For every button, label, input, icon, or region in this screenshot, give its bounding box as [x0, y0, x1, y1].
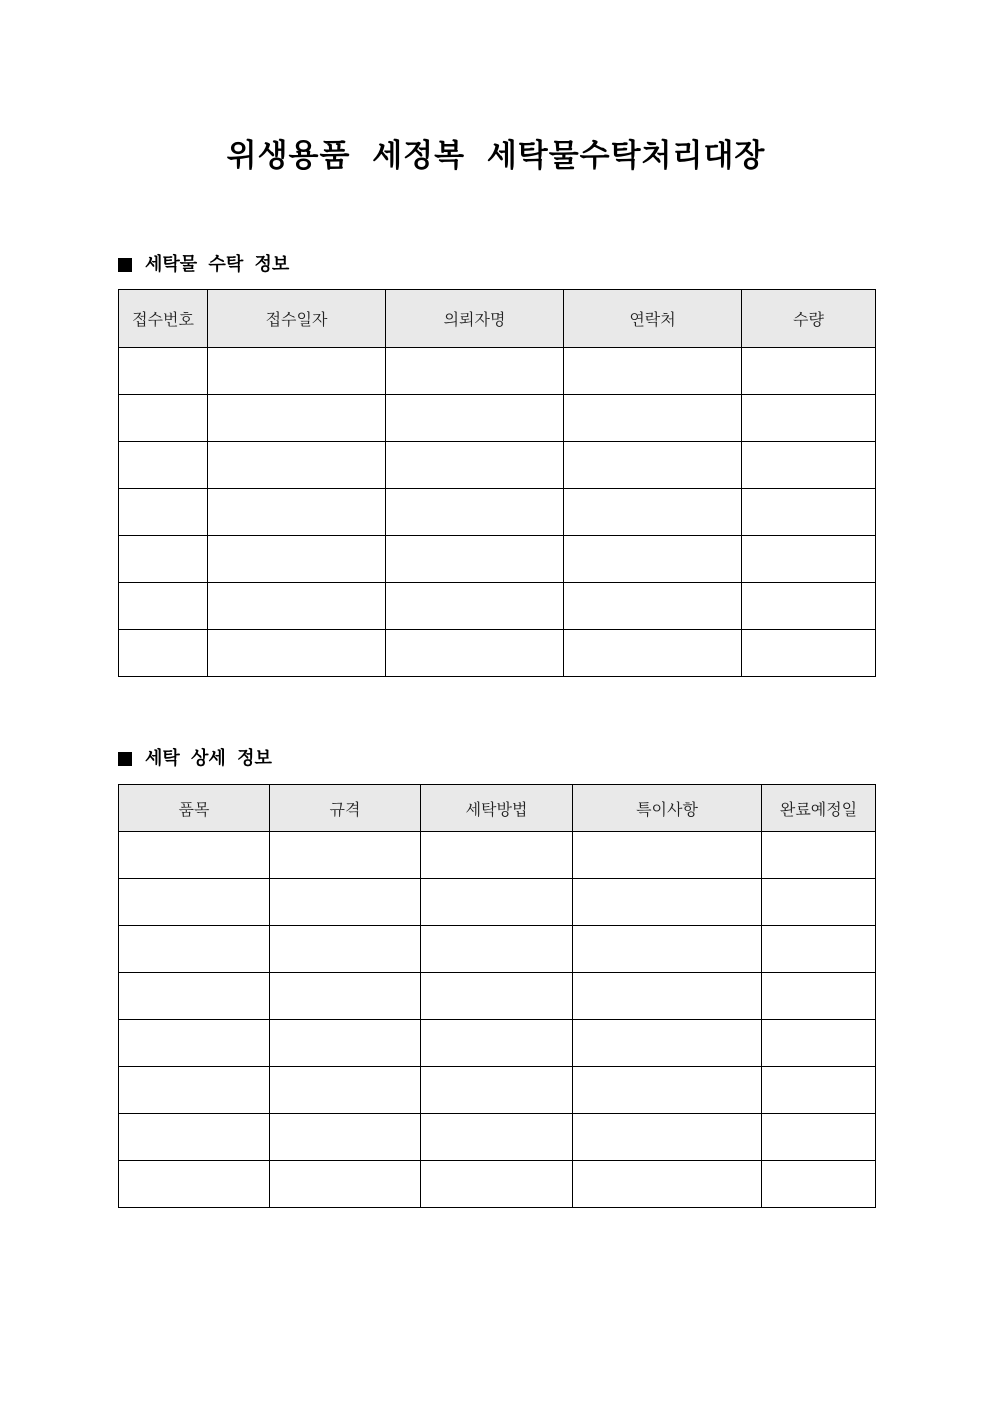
table-cell	[208, 583, 386, 630]
table-cell	[762, 1067, 876, 1114]
table-cell	[762, 1114, 876, 1161]
table-cell	[421, 1161, 573, 1208]
table-cell	[742, 395, 876, 442]
table-cell	[564, 536, 742, 583]
table-cell	[208, 630, 386, 677]
column-header-specification: 규격	[270, 785, 421, 832]
table-cell	[119, 583, 208, 630]
square-bullet-icon	[118, 752, 132, 766]
table-cell	[742, 630, 876, 677]
column-header-contact: 연락처	[564, 290, 742, 348]
column-header-special-notes: 특이사항	[573, 785, 762, 832]
table-cell	[208, 348, 386, 395]
table-cell	[119, 630, 208, 677]
table-cell	[573, 926, 762, 973]
table-cell	[564, 489, 742, 536]
table-cell	[270, 879, 421, 926]
table-row	[119, 832, 876, 879]
column-header-item: 품목	[119, 785, 270, 832]
table-row	[119, 1161, 876, 1208]
table-cell	[421, 926, 573, 973]
table-cell	[564, 630, 742, 677]
table-cell	[119, 1020, 270, 1067]
table-cell	[119, 973, 270, 1020]
column-header-client-name: 의뢰자명	[386, 290, 564, 348]
reception-header-row	[119, 290, 876, 348]
detail-header-row	[119, 785, 876, 832]
table-cell	[119, 926, 270, 973]
table-cell	[421, 973, 573, 1020]
table-cell	[208, 536, 386, 583]
table-row	[119, 926, 876, 973]
table-cell	[119, 832, 270, 879]
column-header-completion-date: 완료예정일	[762, 785, 876, 832]
table-cell	[119, 1114, 270, 1161]
table-cell	[762, 926, 876, 973]
document-title: 위생용품 세정복 세탁물수탁처리대장	[226, 138, 766, 174]
table-cell	[270, 973, 421, 1020]
table-cell	[270, 1020, 421, 1067]
detail-table	[118, 784, 876, 1208]
table-cell	[421, 879, 573, 926]
table-cell	[762, 832, 876, 879]
table-cell	[119, 1161, 270, 1208]
table-cell	[573, 1114, 762, 1161]
table-row	[119, 879, 876, 926]
table-row	[119, 442, 876, 489]
detail-section-label: 세탁 상세 정보	[145, 748, 272, 769]
table-cell	[564, 348, 742, 395]
table-cell	[573, 1020, 762, 1067]
table-row	[119, 1067, 876, 1114]
table-row	[119, 973, 876, 1020]
table-cell	[573, 1067, 762, 1114]
table-cell	[208, 395, 386, 442]
table-cell	[742, 536, 876, 583]
table-cell	[386, 442, 564, 489]
table-row	[119, 1020, 876, 1067]
table-row	[119, 1114, 876, 1161]
table-cell	[564, 395, 742, 442]
table-cell	[119, 489, 208, 536]
table-row	[119, 536, 876, 583]
table-row	[119, 489, 876, 536]
table-cell	[421, 832, 573, 879]
reception-table-body	[119, 348, 876, 677]
reception-table	[118, 289, 876, 677]
table-cell	[119, 1067, 270, 1114]
table-cell	[386, 630, 564, 677]
table-cell	[762, 1161, 876, 1208]
table-cell	[573, 879, 762, 926]
column-header-quantity: 수량	[742, 290, 876, 348]
table-row	[119, 583, 876, 630]
table-cell	[742, 348, 876, 395]
table-cell	[742, 583, 876, 630]
table-cell	[119, 348, 208, 395]
table-cell	[762, 879, 876, 926]
table-row	[119, 395, 876, 442]
table-row	[119, 630, 876, 677]
table-cell	[119, 536, 208, 583]
table-cell	[119, 879, 270, 926]
table-cell	[762, 1020, 876, 1067]
table-cell	[270, 1067, 421, 1114]
table-cell	[386, 536, 564, 583]
table-cell	[742, 489, 876, 536]
table-cell	[270, 832, 421, 879]
table-cell	[573, 973, 762, 1020]
table-cell	[762, 973, 876, 1020]
detail-section-heading	[118, 747, 272, 771]
column-header-washing-method: 세탁방법	[421, 785, 573, 832]
reception-section-heading	[118, 253, 289, 277]
table-cell	[386, 489, 564, 536]
table-cell	[270, 1114, 421, 1161]
table-cell	[386, 348, 564, 395]
column-header-receipt-number: 접수번호	[119, 290, 208, 348]
table-cell	[208, 489, 386, 536]
detail-table-body	[119, 832, 876, 1208]
table-cell	[270, 1161, 421, 1208]
column-header-receipt-date: 접수일자	[208, 290, 386, 348]
table-cell	[742, 442, 876, 489]
table-cell	[386, 395, 564, 442]
table-cell	[119, 395, 208, 442]
table-cell	[208, 442, 386, 489]
square-bullet-icon	[118, 258, 132, 272]
table-cell	[564, 442, 742, 489]
table-cell	[573, 1161, 762, 1208]
table-cell	[421, 1114, 573, 1161]
table-cell	[573, 832, 762, 879]
table-cell	[421, 1067, 573, 1114]
table-cell	[270, 926, 421, 973]
reception-section-label: 세탁물 수탁 정보	[145, 254, 290, 275]
table-cell	[421, 1020, 573, 1067]
table-cell	[119, 442, 208, 489]
table-cell	[564, 583, 742, 630]
table-cell	[386, 583, 564, 630]
table-row	[119, 348, 876, 395]
